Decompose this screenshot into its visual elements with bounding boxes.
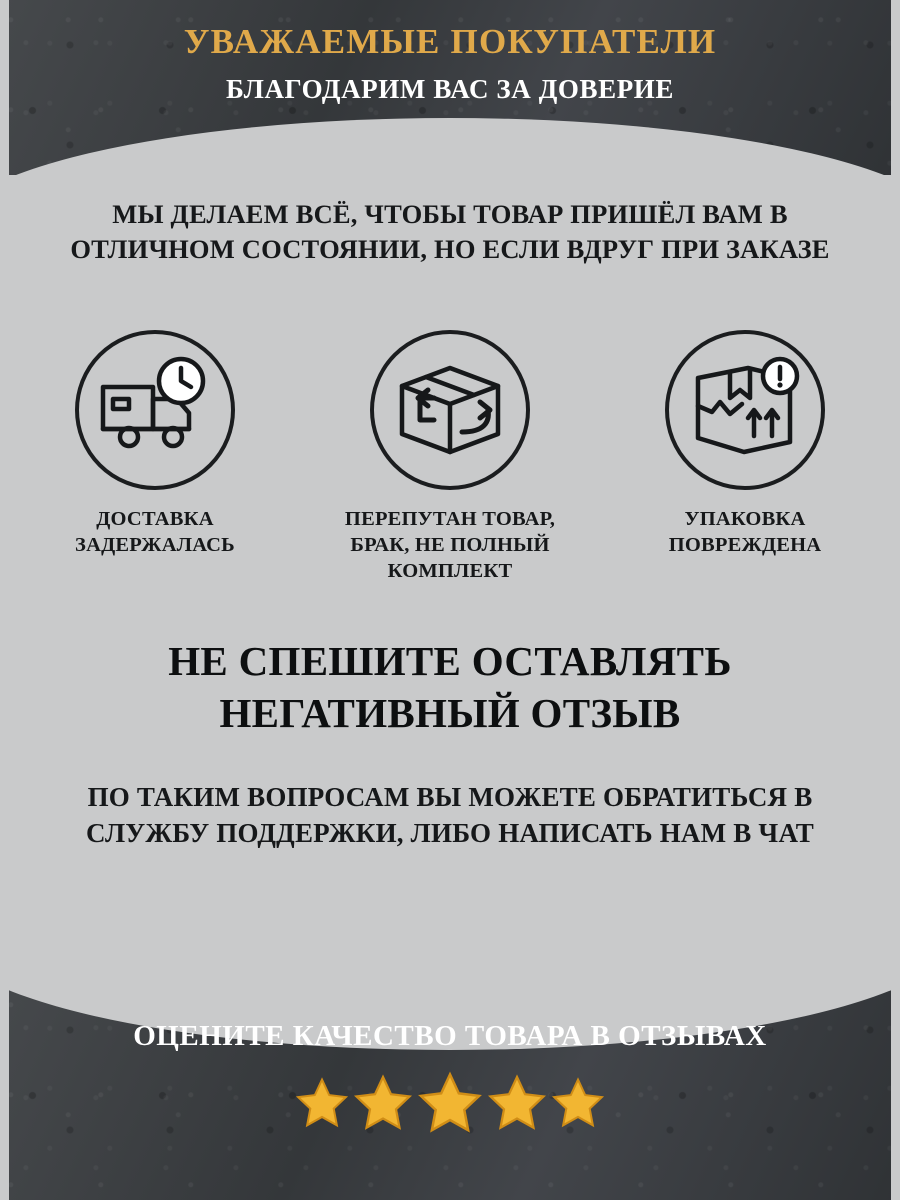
box-return-arrow-icon [370, 330, 530, 490]
issue-item-wrong-or-defective [325, 330, 575, 585]
delivery-truck-clock-icon [75, 330, 235, 490]
issue-icon-row [30, 330, 870, 585]
issue-item-damaged-package [620, 330, 870, 558]
damaged-package-icon [665, 330, 825, 490]
footer [0, 1018, 900, 1136]
header-subtitle: БЛАГОДАРИМ ВАС ЗА ДОВЕРИЕ [225, 73, 675, 104]
star-icon[interactable] [487, 1073, 547, 1133]
header [0, 0, 900, 106]
star-icon[interactable] [417, 1070, 483, 1136]
star-icon[interactable] [353, 1073, 413, 1133]
intro-text: МЫ ДЕЛАЕМ ВСЁ, ЧТОБЫ ТОВАР ПРИШЁЛ ВАМ В ОТЛИЧНОМ СОСТОЯНИИ, НО ЕСЛИ ВДРУГ ПРИ ЗАКАЗЕ [70, 199, 830, 264]
header-title: УВАЖАЕМЫЕ ПОКУПАТЕЛИ [183, 22, 717, 61]
star-icon[interactable] [551, 1076, 605, 1130]
issue-caption: ПЕРЕПУТАН ТОВАР, БРАК, НЕ ПОЛНЫЙ КОМПЛЕКТ [344, 508, 556, 583]
issue-caption: ДОСТАВКА ЗАДЕРЖАЛАСЬ [75, 508, 235, 557]
rating-stars[interactable] [0, 1070, 900, 1136]
star-icon[interactable] [295, 1076, 349, 1130]
footer-text: ОЦЕНИТЕ КАЧЕСТВО ТОВАРА В ОТЗЫВАХ [133, 1020, 767, 1052]
support-text: ПО ТАКИМ ВОПРОСАМ ВЫ МОЖЕТЕ ОБРАТИТЬСЯ В СЛУЖБУ ПОДДЕРЖКИ, ЛИБО НАПИСАТЬ НАМ В ЧАТ [86, 782, 814, 848]
headline-text: НЕ СПЕШИТЕ ОСТАВЛЯТЬ НЕГАТИВНЫЙ ОТЗЫВ [168, 638, 732, 737]
issue-caption: УПАКОВКА ПОВРЕЖДЕНА [668, 508, 822, 557]
issue-item-delivery-delayed [30, 330, 280, 558]
